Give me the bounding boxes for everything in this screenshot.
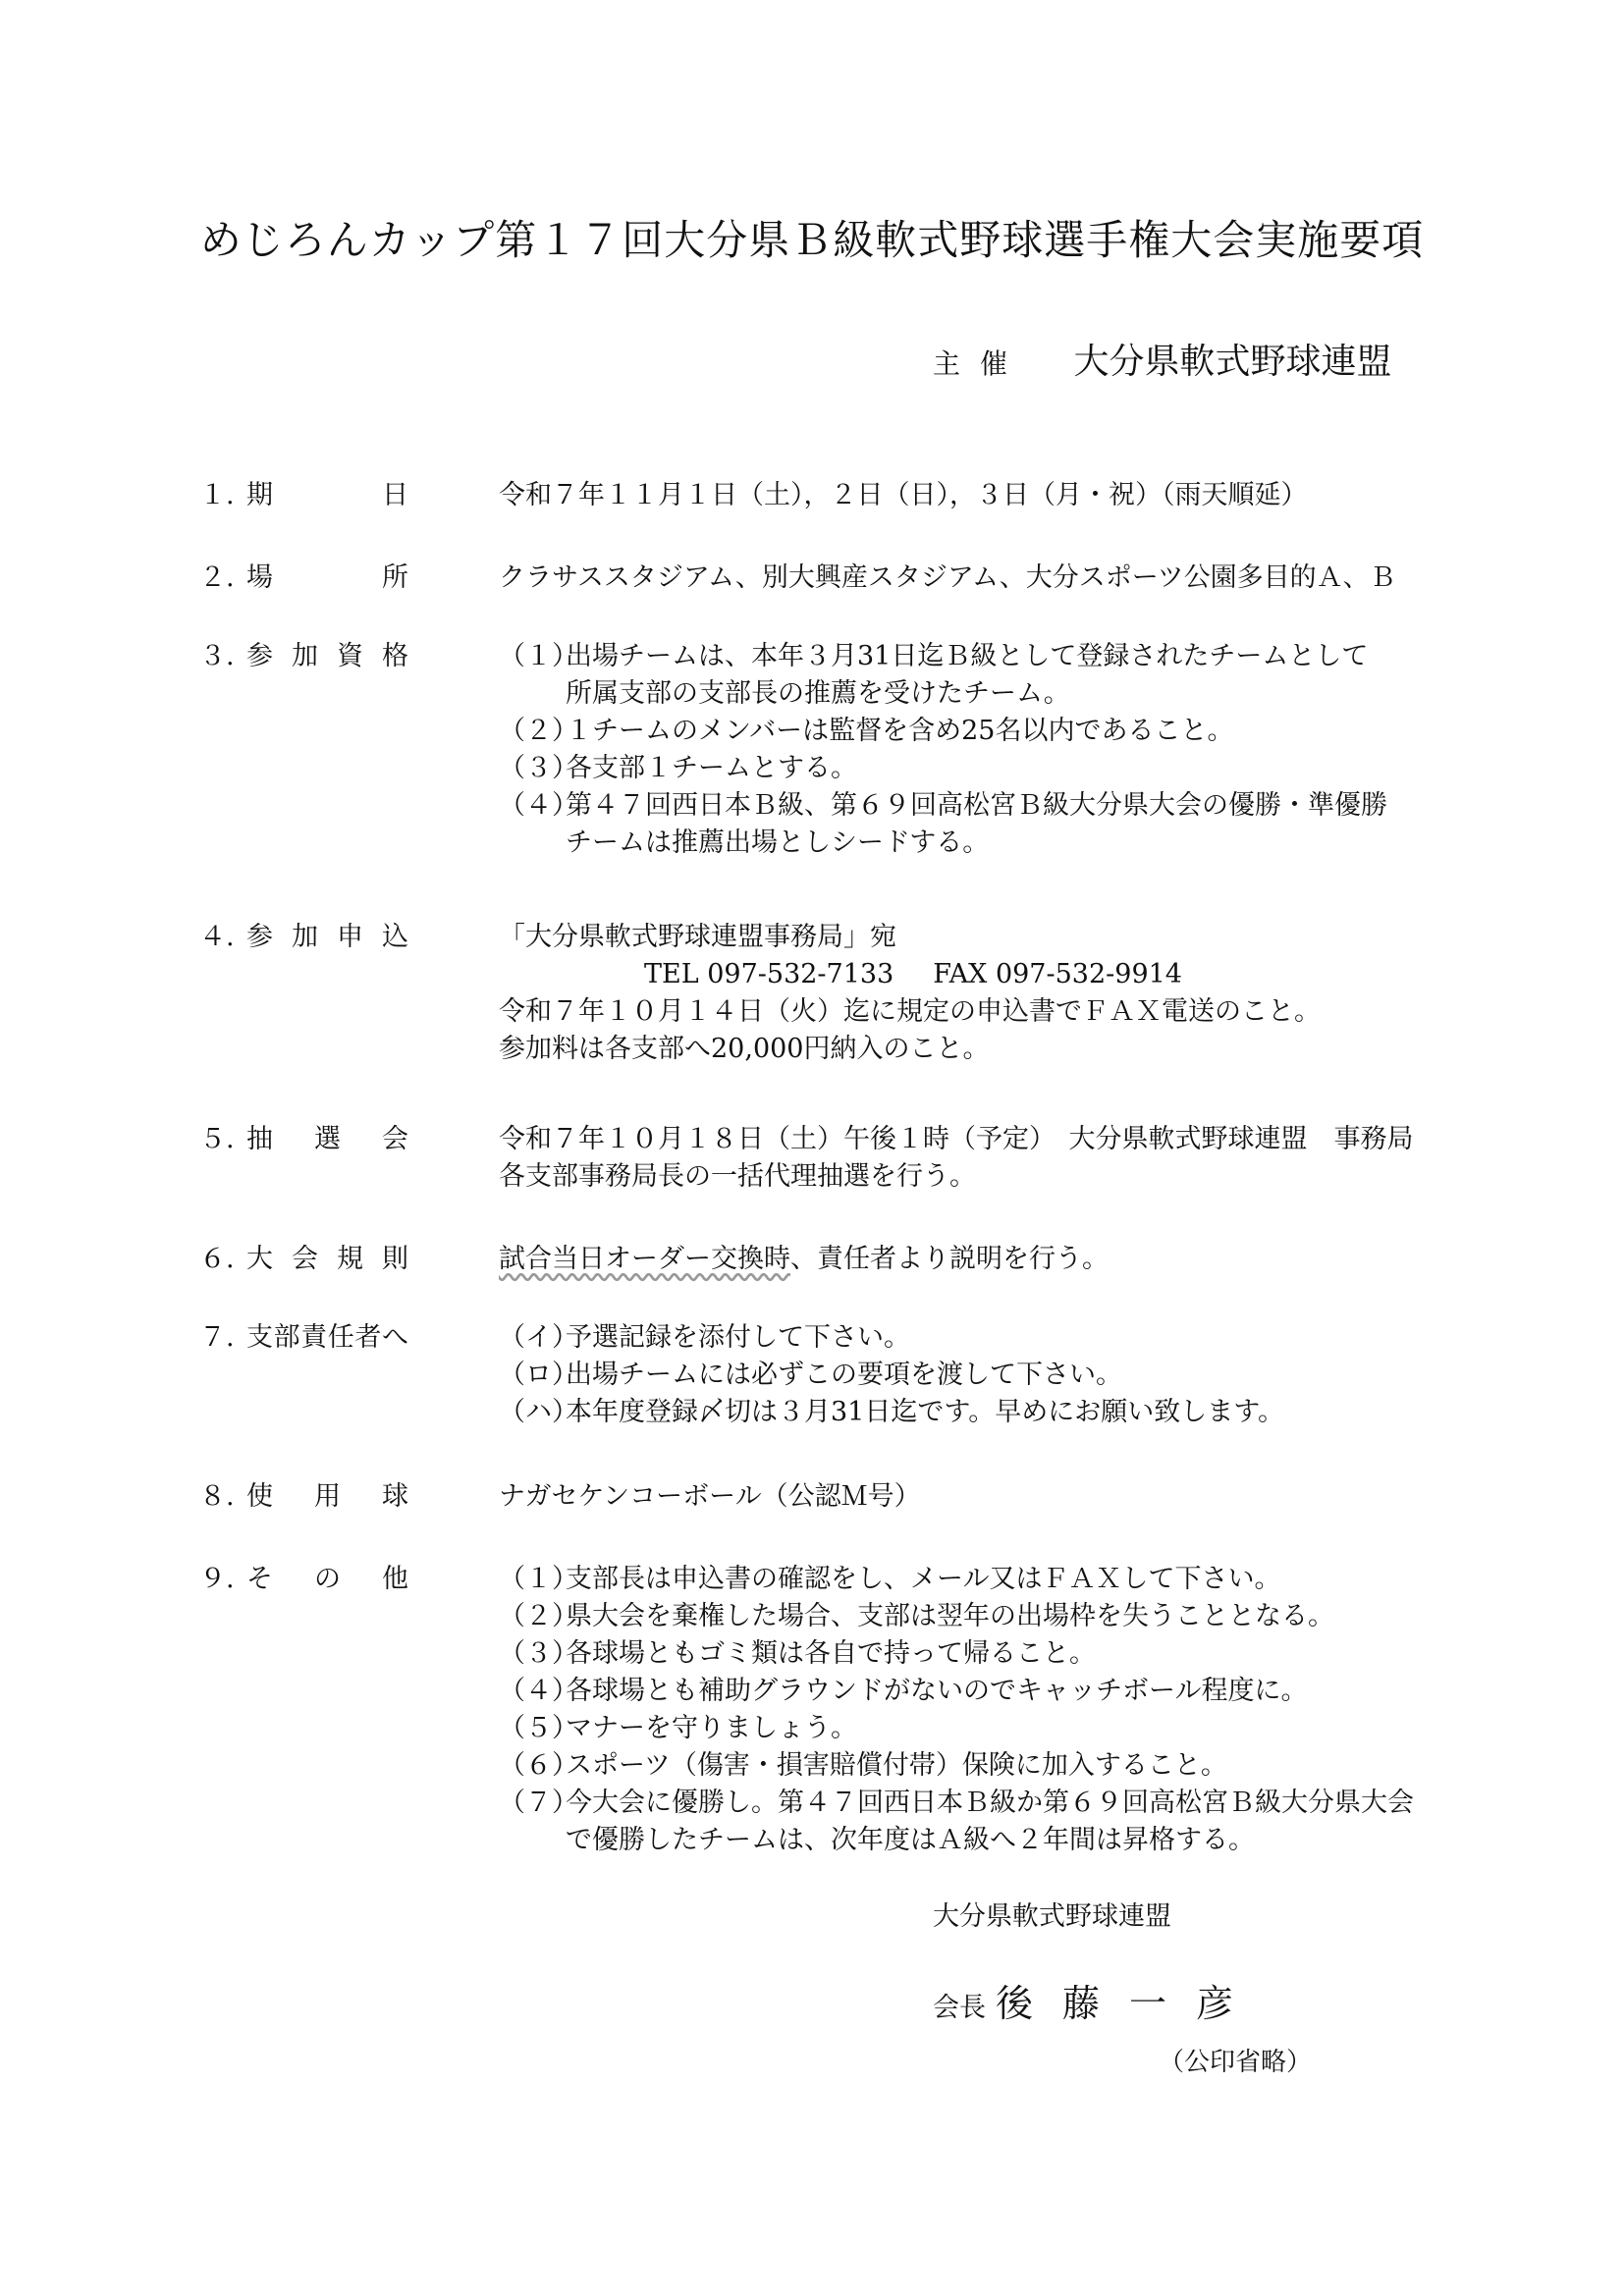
organizer-name: 大分県軟式野球連盟: [1073, 342, 1392, 382]
list-item: （５） マナーを守りましょう。: [499, 1710, 1481, 1747]
signature-block: [933, 1895, 1263, 2027]
section-number: ２.: [199, 562, 235, 593]
spellcheck-underlined-text: 試合当日オーダー交換時: [499, 1244, 790, 1274]
seal-omitted-note: （公印省略）: [1159, 2048, 1313, 2077]
section-label: 抽選会: [246, 1124, 408, 1154]
item-marker: （６）: [499, 1750, 578, 1781]
item-marker: （２）: [499, 716, 578, 746]
signature-name: 後藤一彦: [996, 1982, 1264, 2025]
list-item: （１） 出場チームは、本年３月31日迄Ｂ級として登録されたチームとして 所属支部の支部長の推薦を受けたチーム。: [499, 638, 1481, 713]
list-item: （２） １チームのメンバーは監督を含め25名以内であること。: [499, 713, 1481, 750]
item-marker: （イ）: [499, 1322, 578, 1353]
section-number: ５.: [199, 1124, 235, 1154]
contact-line: [499, 956, 1481, 993]
organizer: [933, 334, 1391, 384]
section-label: 支部責任者へ: [246, 1322, 408, 1353]
section-label: 使用球: [246, 1481, 408, 1512]
item-marker: （３）: [499, 753, 578, 783]
section-number: ７.: [199, 1322, 235, 1353]
item-marker: （１）: [499, 641, 578, 671]
list-item: （４） 各球場とも補助グラウンドがないのでキャッチボール程度に。: [499, 1673, 1481, 1710]
section-number: ６.: [199, 1244, 235, 1274]
office-address: 「大分県軟式野球連盟事務局」宛: [499, 922, 896, 952]
list-item: （ハ） 本年度登録〆切は３月31日迄です。早めにお願い致します。: [499, 1394, 1481, 1431]
item-marker: （５）: [499, 1713, 578, 1743]
item-marker: （１）: [499, 1564, 578, 1594]
list-item: （７） 今大会に優勝し。第４７回西日本Ｂ級か第６９回高松宮Ｂ級大分県大会 で優勝したチームは、次年度はＡ級へ２年間は昇格する。: [499, 1785, 1481, 1859]
item-marker: （２）: [499, 1601, 578, 1631]
section-label: 参加資格: [246, 641, 408, 671]
list-item: （１） 支部長は申込書の確認をし、メール又はＦＡＸして下さい。: [499, 1561, 1481, 1598]
section-label: 場所: [246, 562, 408, 593]
section-number: ８.: [199, 1481, 235, 1512]
page-title: めじろんカップ第１７回大分県Ｂ級軟式野球選手権大会実施要項: [199, 216, 1425, 264]
list-item: （３） 各支部１チームとする。: [499, 750, 1481, 787]
fax-number: FAX 097-532-9914: [933, 959, 1182, 989]
section-number: ９.: [199, 1564, 235, 1594]
section-number: １.: [199, 480, 235, 510]
list-item: （３） 各球場ともゴミ類は各自で持って帰ること。: [499, 1635, 1481, 1673]
tel-number: TEL 097-532-7133: [644, 959, 894, 989]
item-marker: （３）: [499, 1638, 578, 1669]
list-item: （イ） 予選記録を添付して下さい。: [499, 1319, 1481, 1357]
section-number: ４.: [199, 922, 235, 952]
organizer-label: 主催: [933, 347, 1028, 380]
section-number: ３.: [199, 641, 235, 671]
item-marker: （ロ）: [499, 1360, 578, 1390]
item-marker: （４）: [499, 1676, 578, 1706]
list-item: （２） 県大会を棄権した場合、支部は翌年の出場枠を失うこととなる。: [499, 1598, 1481, 1635]
signature-org: 大分県軟式野球連盟: [933, 1901, 1171, 1932]
section-label: 参加申込: [246, 922, 408, 952]
list-item: （４） 第４７回西日本Ｂ級、第６９回高松宮Ｂ級大分県大会の優勝・準優勝 チームは推薦出場としシードする。: [499, 787, 1481, 862]
venue-text: クラサススタジアム、別大興産スタジアム、大分スポーツ公園多目的Ａ、Ｂ: [499, 562, 1396, 593]
list-item: （ロ） 出場チームには必ずこの要項を渡して下さい。: [499, 1357, 1481, 1394]
section-label: 期日: [246, 480, 408, 510]
date-text: 令和７年１１月１日（土），２日（日），３日（月・祝）（雨天順延）: [499, 480, 1308, 510]
item-marker: （ハ）: [499, 1397, 578, 1427]
item-marker: （７）: [499, 1788, 578, 1818]
signature-title: 会長: [933, 1993, 986, 2023]
item-marker: （４）: [499, 790, 578, 821]
section-label: その他: [246, 1564, 408, 1594]
list-item: （６） スポーツ（傷害・損害賠償付帯）保険に加入すること。: [499, 1747, 1481, 1785]
section-label: 大会規則: [246, 1244, 408, 1274]
